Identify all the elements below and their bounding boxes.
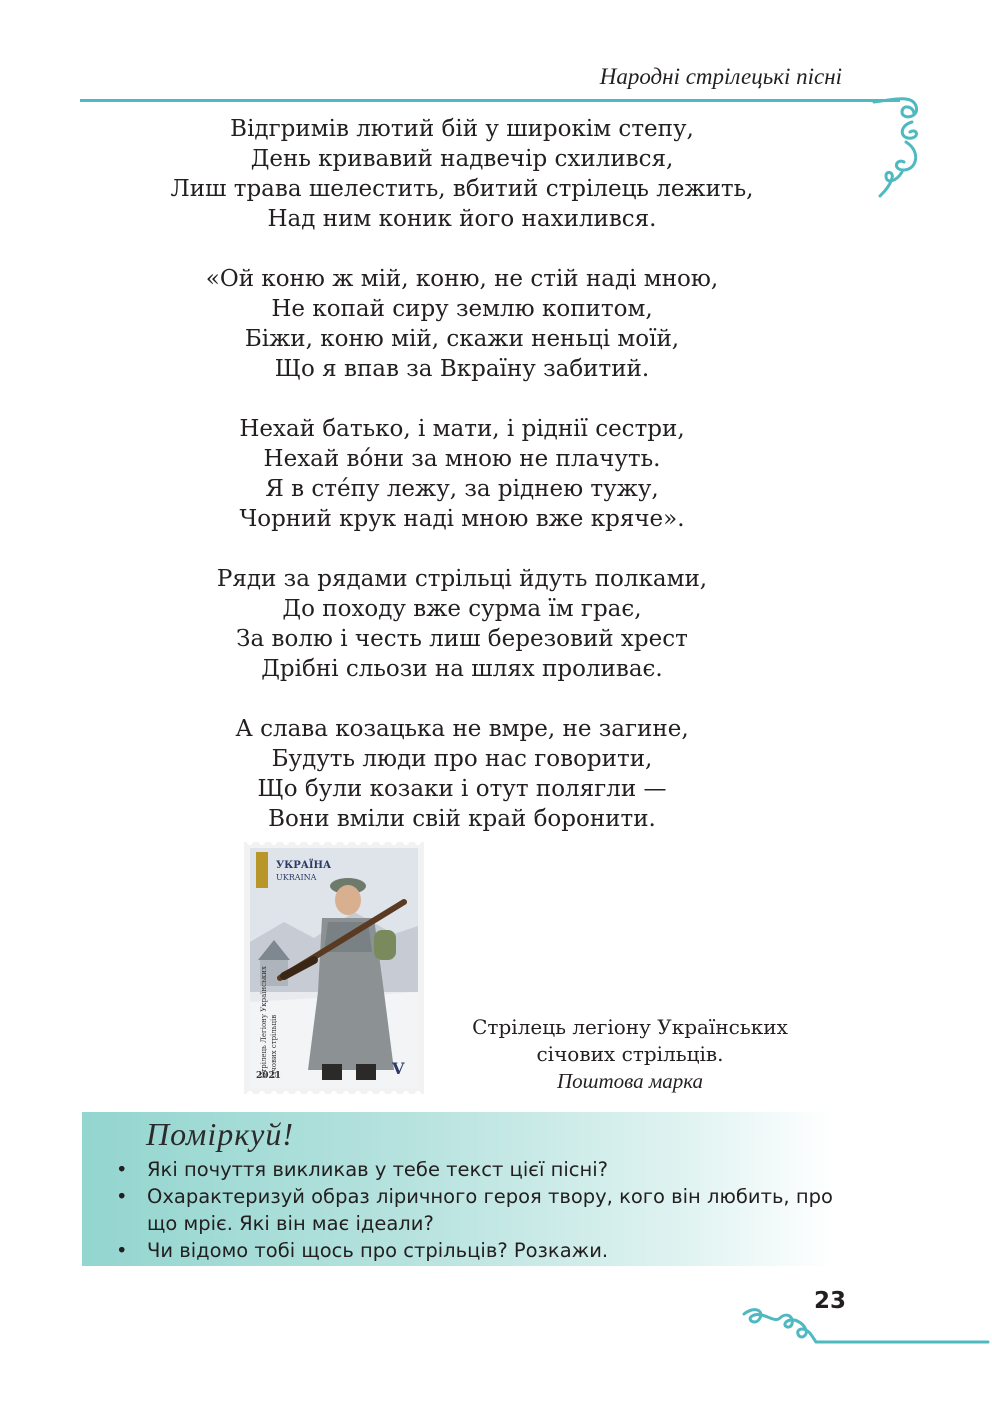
caption-italic-line: Поштова марка (556, 1069, 704, 1093)
poem-line: Відгримів лютий бій у широкім степу, (230, 116, 694, 142)
question-item (112, 1183, 842, 1237)
poem-line: «Ой коню ж мій, коню, не стій наді мною, (205, 266, 719, 292)
bullet-icon: • (116, 1239, 128, 1262)
header-rule (80, 99, 900, 102)
poem-stanza (0, 414, 924, 534)
think-box (82, 1112, 834, 1266)
poem-line: Над ним коник його нахилився. (267, 206, 657, 232)
poem (0, 114, 924, 864)
caption-line: січових стрільців. (536, 1042, 724, 1066)
poem-line: Що я впав за Вкраїну забитий. (274, 356, 650, 382)
question-text: Чи відомо тобі щось про стрільців? Розкажи. (147, 1239, 609, 1262)
caption-line: Стрілець легіону Українських (472, 1015, 788, 1039)
poem-stanza (0, 714, 924, 834)
poem-line: А слава козацька не вмре, не загине, (235, 716, 689, 742)
stamp-side-text-1: Стрілець Легіону Українських (260, 966, 268, 1078)
stamp-year: 2021 (256, 1071, 282, 1081)
running-header: Народні стрілецькі пісні (599, 64, 842, 89)
poem-line: Вони вміли свій край боронити. (268, 806, 656, 832)
poem-line: Дрібні сльози на шлях проливає. (261, 656, 663, 682)
poem-stanza (0, 564, 924, 684)
stamp-country-en: UKRAINA (276, 873, 317, 882)
poem-line: Не копай сиру землю копитом, (271, 296, 653, 322)
poem-line: Чорний крук наді мною вже кряче». (239, 506, 685, 532)
think-title: Поміркуй! (146, 1116, 295, 1152)
poem-stanza (0, 114, 924, 234)
poem-line: Біжи, коню мій, скажи неньці моїй, (244, 326, 680, 352)
poem-line: За волю і честь лиш березовий хрест (236, 626, 688, 652)
poem-stanza (0, 264, 924, 384)
poem-line: День кривавий надвечір схилився, (250, 146, 674, 172)
question-text: Охарактеризуй образ ліричного героя твору, кого він любить, про що мріє. Які він має ідеали? (147, 1185, 833, 1235)
question-text: Які почуття викликав у тебе текст цієї пісні? (147, 1158, 608, 1181)
question-item (112, 1156, 842, 1183)
postage-stamp (244, 842, 424, 1094)
swirl-ornament-bottom-icon (740, 1294, 990, 1354)
poem-line: Ряди за рядами стрільці йдуть полками, (216, 566, 708, 592)
stamp-country-ua: УКРАЇНА (276, 860, 332, 871)
poem-line: Нехай батько, і мати, і ріднії сестри, (239, 416, 685, 442)
poem-line: Будуть люди про нас говорити, (271, 746, 653, 772)
postage-stamp-image (244, 842, 424, 1094)
question-item (112, 1237, 842, 1264)
poem-line: Лиш трава шелестить, вбитий стрілець лежить, (170, 176, 754, 202)
stamp-value: V (392, 1059, 405, 1078)
stamp-side-text-2: січових стрільців (270, 1014, 278, 1078)
bullet-icon: • (116, 1185, 128, 1208)
question-list (112, 1156, 842, 1264)
poem-line: Нехай во́ни за мною не плачуть. (263, 446, 661, 472)
poem-line: Що були козаки і отут полягли — (257, 776, 667, 802)
page-number: 23 (814, 1288, 847, 1314)
bullet-icon: • (116, 1158, 128, 1181)
stamp-caption (440, 1014, 820, 1095)
poem-line: Я в сте́пу лежу, за ріднею тужу, (265, 476, 659, 502)
poem-line: До походу вже сурма їм грає, (282, 596, 642, 622)
